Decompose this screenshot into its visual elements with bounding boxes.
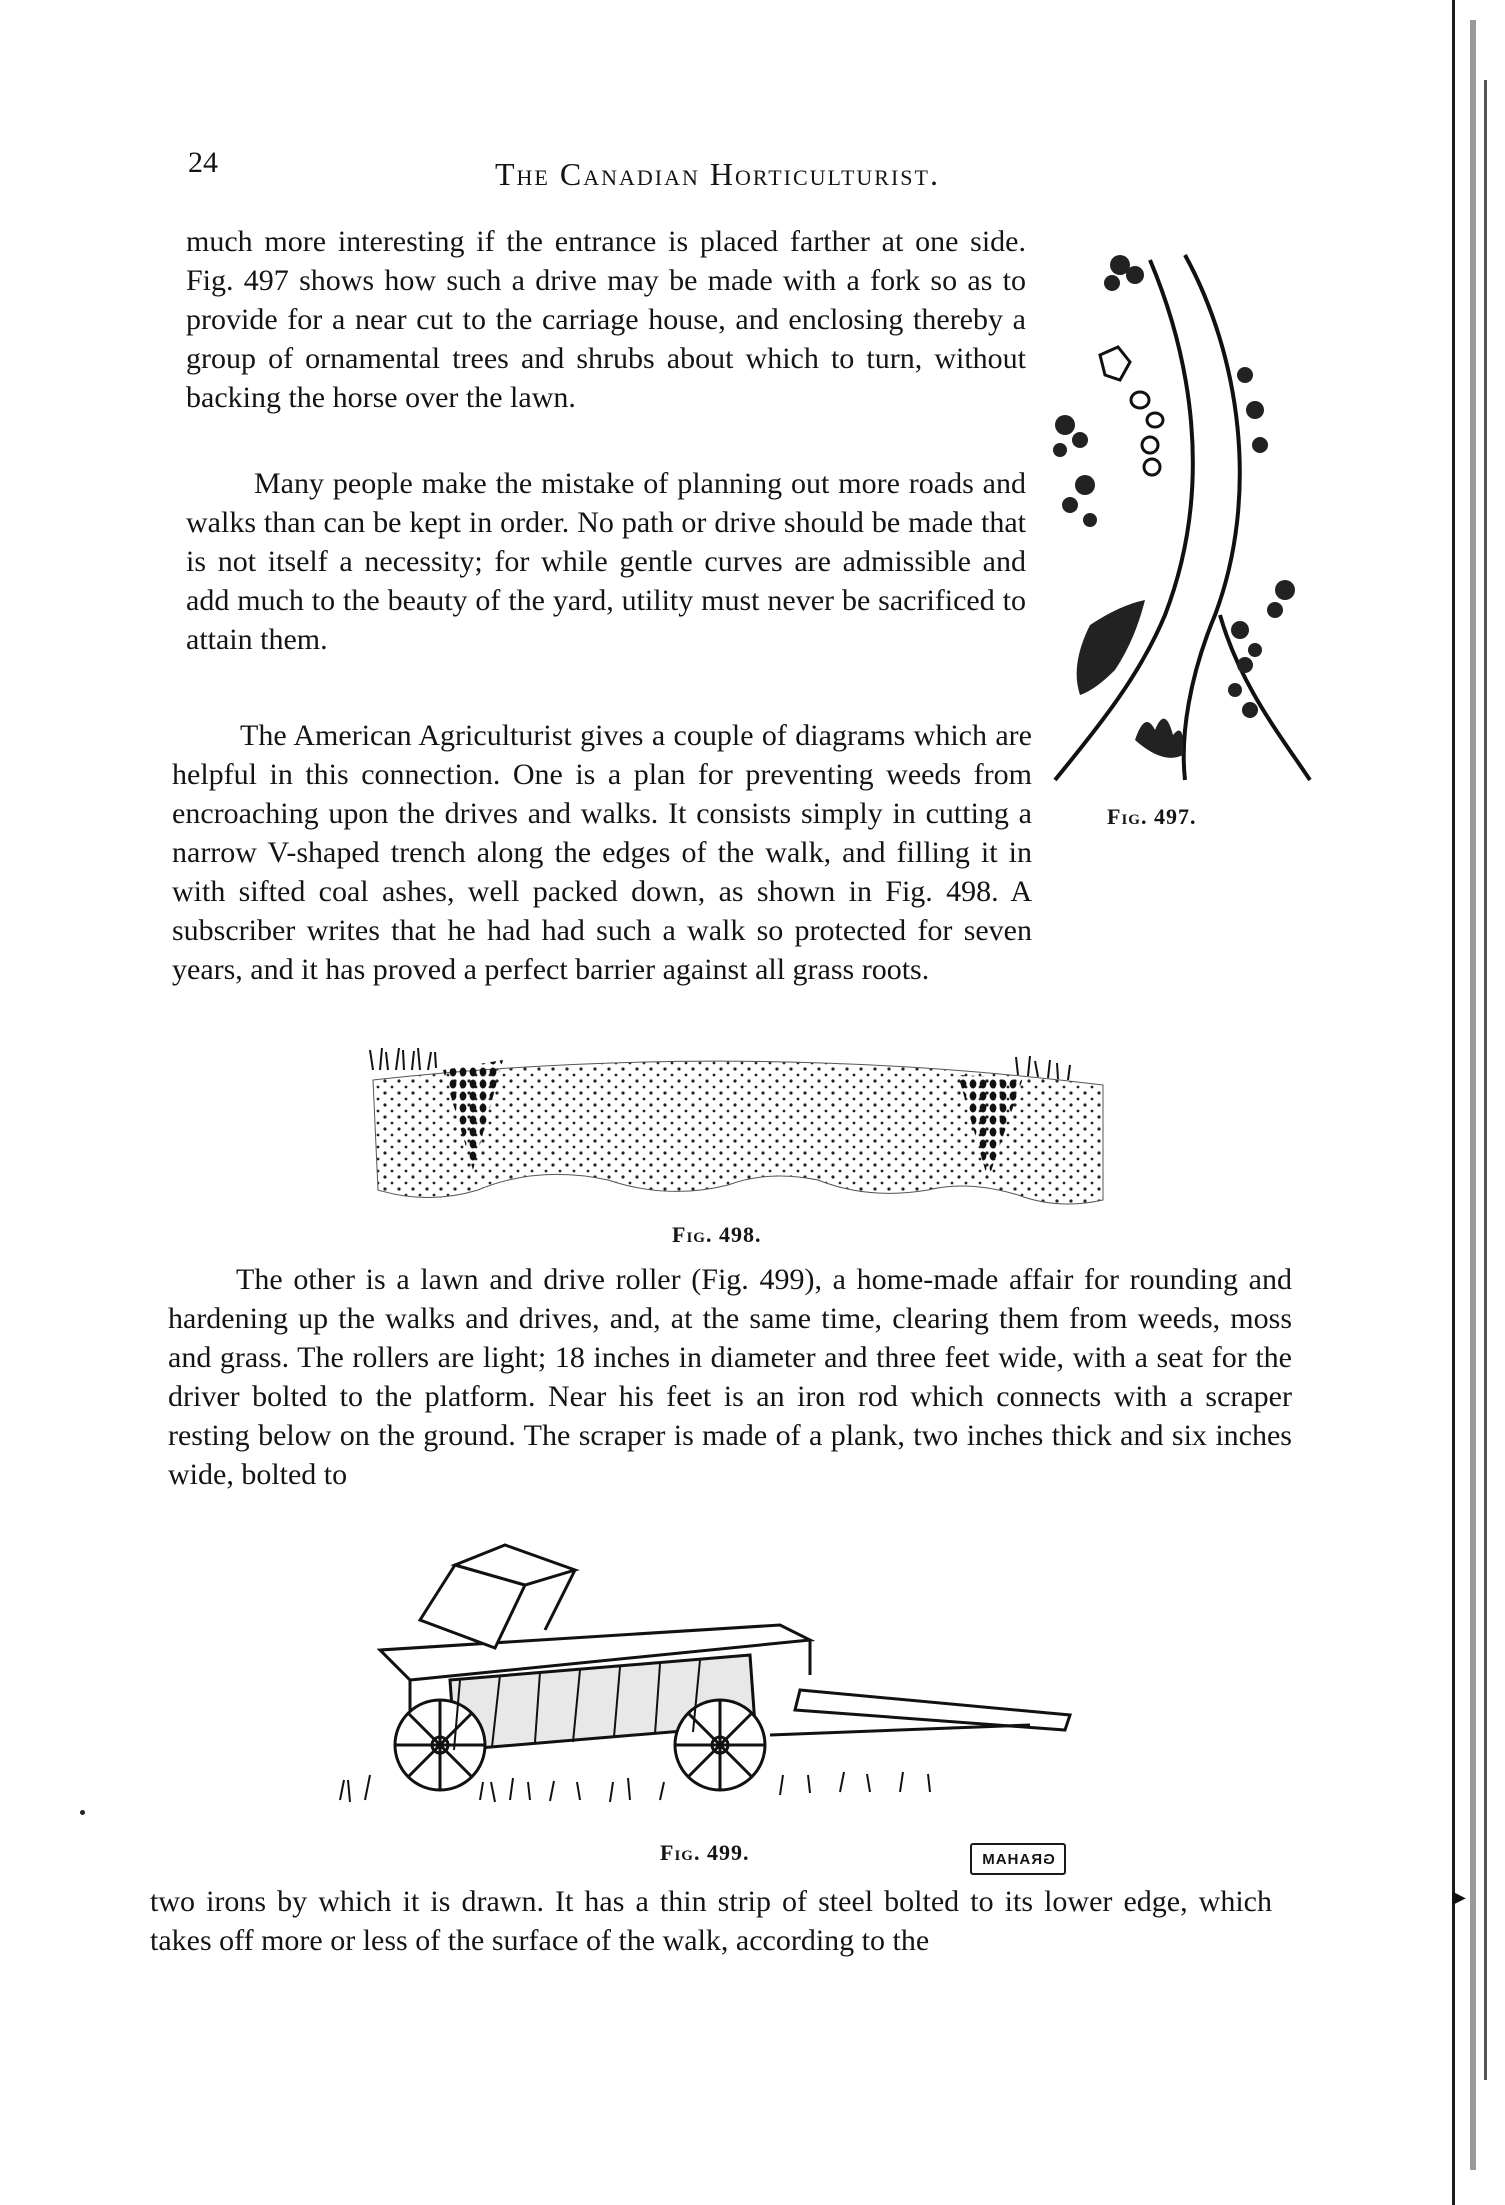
figure-498-walk-section: [368, 1030, 1108, 1220]
paragraph-text: two irons by which it is drawn. It has a thin strip of steel bolted to its lower edge, which takes off more or less of the surface of the walk, according to the: [150, 1885, 1272, 1957]
figure-499-caption: Fig. 499.: [660, 1840, 750, 1865]
page-number: 24: [188, 146, 218, 179]
engraver-mark: GRAHAM: [970, 1843, 1066, 1875]
paragraph-scraper-irons: [150, 1882, 1272, 1960]
page-turn-arrow-icon: ▶: [1452, 1887, 1466, 1907]
paragraph-text: The American Agriculturist gives a couple of diagrams which are helpful in this connection. One is a plan for preventing weeds from encroaching upon the drives and walks. It consists simply in cutting a narrow V-shaped trench along the edges of the walk, and filling it in with sifted coal ashes, well packed down, as shown in Fig. 498. A subscriber writes that he had had such a walk so protected for seven years, and it has proved a perfect barrier against all grass roots.: [172, 719, 1032, 986]
paragraph-lawn-roller: [168, 1260, 1292, 1494]
page-edge-rule: [1452, 0, 1455, 2205]
paragraph-weed-trench: [172, 716, 1294, 989]
figure-497-caption: Fig. 497.: [1107, 804, 1197, 829]
paragraph-roads-walks: [186, 464, 1026, 659]
running-title: The Canadian Horticulturist.: [495, 156, 940, 192]
figure-498-caption: Fig. 498.: [672, 1222, 762, 1247]
paragraph-text: Many people make the mistake of planning out more roads and walks than can be kept in order. No path or drive should be made that is not itself a necessity; for while gentle curves are admissible and add much to the beauty of the yard, utility must never be sacrificed to attain them.: [186, 467, 1026, 656]
figure-499-lawn-roller: [330, 1530, 1090, 1815]
page-edge-shadow: [1462, 20, 1498, 2170]
paragraph-text: The other is a lawn and drive roller (Fig. 499), a home-made affair for rounding and hardening up the walks and drives, and, at the same time, clearing them from weeds, moss and grass. The rollers are light; 18 inches in diameter and three feet wide, with a seat for the driver bolted to the platform. Near his feet is an iron rod which connects with a scraper resting below on the ground. The scraper is made of a plank, two inches thick and six inches wide, bolted to: [168, 1263, 1292, 1491]
figure-497-drive-plan: [1040, 235, 1325, 795]
paragraph-text: much more interesting if the entrance is placed farther at one side. Fig. 497 shows how such a drive may be made with a fork so as to provide for a near cut to the carriage house, and enclosing thereby a group of ornamental trees and shrubs about which to turn, without backing the horse over the lawn.: [186, 225, 1026, 414]
paragraph-drive-entrance: [186, 222, 1026, 417]
stray-mark: [80, 1810, 85, 1815]
